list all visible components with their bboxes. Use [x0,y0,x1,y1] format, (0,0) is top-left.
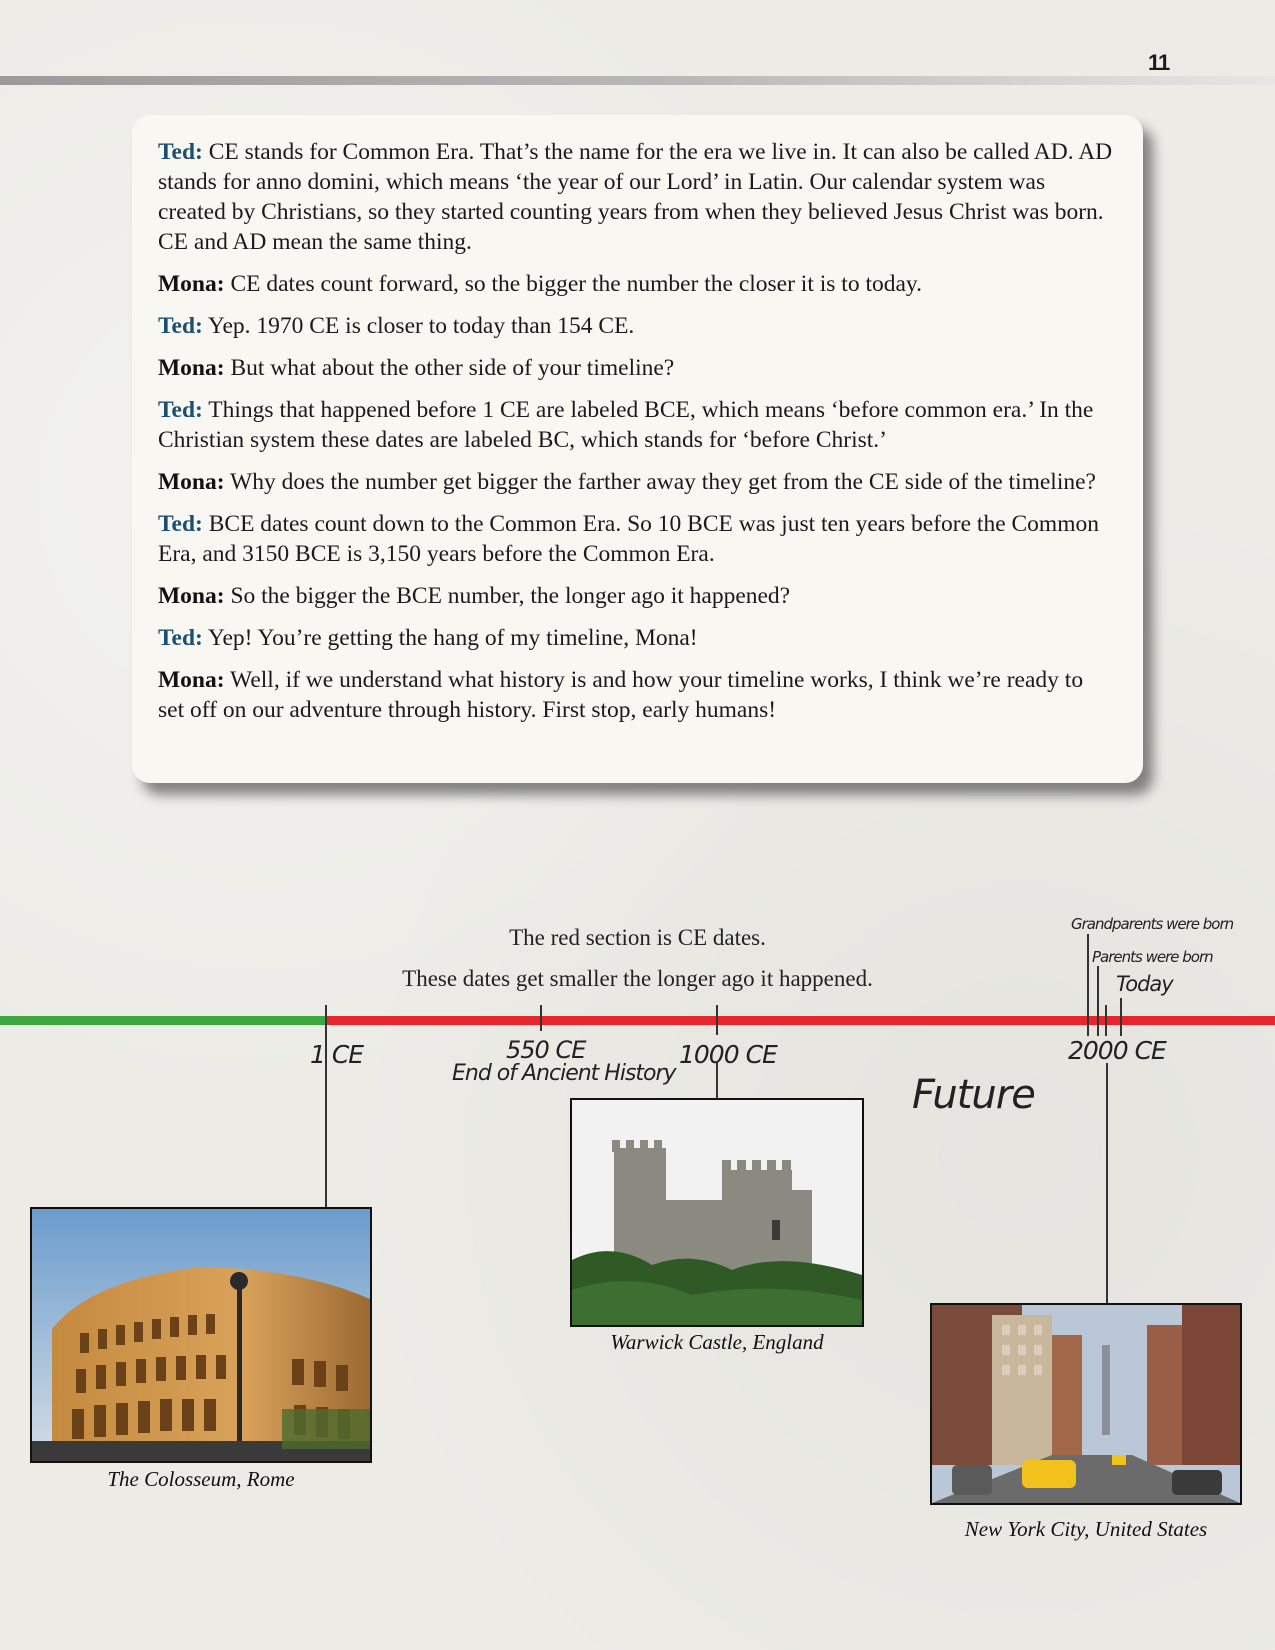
dialogue-text: Yep! You’re getting the hang of my timeline, Mona! [202,625,698,651]
label-end-ancient-history: End of Ancient History [452,1061,676,1086]
speaker-name: Ted: [158,313,203,339]
warwick-castle-photo [570,1098,864,1327]
label-grandparents: Grandparents were born [1071,915,1234,933]
dialogue-text: But what about the other side of your timeline? [224,355,675,381]
label-future: Future [912,1072,1035,1118]
label-today: Today [1116,972,1173,996]
timeline-caption-1: The red section is CE dates. [509,925,766,950]
dialogue-text: Yep. 1970 CE is closer to today than 154 CE. [202,313,635,339]
label-parents: Parents were born [1092,948,1213,966]
dialogue-text: So the bigger the BCE number, the longer ago it happened? [224,583,791,609]
speaker-name: Ted: [158,625,203,651]
speaker-name: Mona: [158,667,225,693]
tick-1ce [325,1005,327,1207]
dialogue-box [132,115,1143,783]
dialogue-text: Things that happened before 1 CE are labeled BCE, which means ‘before common era.’ In the Christian system these dates are labeled BC, which stands for ‘before Christ.’ [158,397,1094,453]
dialogue-line [158,395,1115,455]
dialogue-text: CE dates count forward, so the bigger the number the closer it is to today. [224,271,923,297]
dialogue-line [158,581,1115,611]
colosseum-photo [30,1207,372,1463]
tick-2000ce [1106,1063,1108,1303]
dialogue-line [158,137,1115,257]
tick-parents [1097,966,1099,1036]
dialogue-line [158,467,1115,497]
speaker-name: Mona: [158,355,225,381]
timeline-ce-segment [326,1016,1275,1025]
timeline-bce-segment [0,1016,326,1025]
dialogue-text: Well, if we understand what history is and how your timeline works, I think we’re ready to set off on our adventure through history. First stop, early humans! [158,667,1084,723]
tick-1000ce [716,1005,718,1035]
nyc-photo [930,1303,1242,1505]
speaker-name: Ted: [158,511,203,537]
dialogue-line [158,665,1115,725]
dialogue-line [158,353,1115,383]
dialogue-text: Why does the number get bigger the farther away they get from the CE side of the timeline? [224,469,1096,495]
dialogue-line [158,311,1115,341]
speaker-name: Mona: [158,469,225,495]
nyc-caption: New York City, United States [964,1517,1208,1541]
dialogue-line [158,623,1115,653]
tick-grandparents [1087,934,1089,1036]
speaker-name: Ted: [158,397,203,423]
colosseum-caption: The Colosseum, Rome [107,1467,295,1491]
label-550ce: 550 CE [506,1036,586,1064]
speaker-name: Mona: [158,583,225,609]
tick-550ce [540,1005,542,1031]
label-2000ce: 2000 CE [1068,1036,1166,1065]
warwick-castle-caption: Warwick Castle, England [610,1330,824,1354]
dialogue-line [158,509,1115,569]
tick-today [1120,998,1122,1036]
dialogue-text: BCE dates count down to the Common Era. So 10 BCE was just ten years before the Common Era, and 3150 BCE is 3,150 years before the Common Era. [158,511,1099,567]
label-1ce: 1 CE [310,1040,364,1069]
label-1000ce: 1000 CE [679,1040,777,1069]
header-rule [0,76,1275,85]
tick-2000-a [1105,1005,1107,1036]
dialogue-text: CE stands for Common Era. That’s the name for the era we live in. It can also be called AD. AD stands for anno domini, which means ‘the year of our Lord’ in Latin. Our calendar system was created by Christians, so they started counting years from when they believed Jesus Christ was born. CE and AD mean the same thing. [158,139,1113,255]
speaker-name: Ted: [158,139,203,165]
speaker-name: Mona: [158,271,225,297]
dialogue-line [158,269,1115,299]
timeline-caption-2: These dates get smaller the longer ago it happened. [402,966,873,991]
page-number: 11 [1148,50,1170,75]
